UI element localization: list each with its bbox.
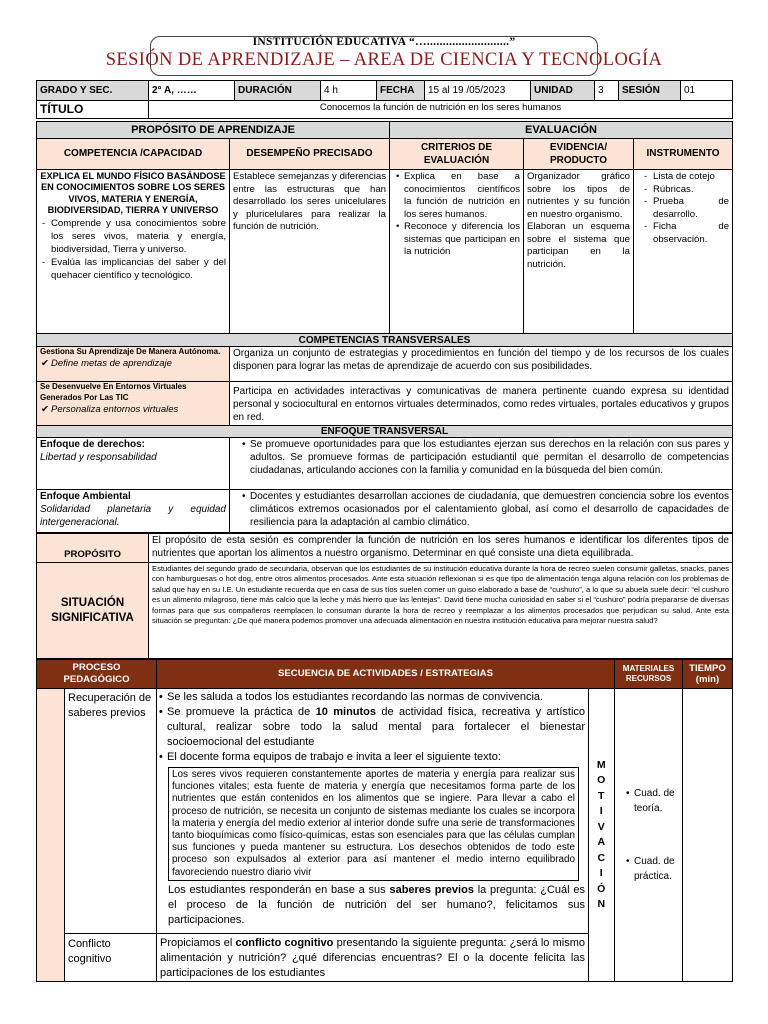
session-label: SESIÓN (619, 81, 681, 101)
purpose-text: El propósito de esta sesión es comprender la función de nutrición en los seres humanos e identificar los diferentes tipos de nutrientes que aportan los alimentos a nuestro organismo. Determinar en qué consiste una dieta equilibrada. (149, 534, 733, 563)
info-table (36, 80, 733, 119)
instrument-cell (634, 170, 733, 334)
saberes-question: Los estudiantes responderán en base a sus saberes previos la pregunta: ¿Cuál es el proceso de la función de nutrición del ser humano?, felicitamos sus participaciones. (168, 883, 585, 926)
approach-text: • Docentes y estudiantes desarrollan acciones de ciudadanía, que demuestren conciencia sobre los eventos climáticos extremos ocasionados por el calentamiento global, así como el desarrollo de capacidades de resiliencia para la adaptación al cambio climático. (250, 490, 729, 530)
page-header (0, 0, 768, 80)
session-value: 01 (681, 81, 733, 101)
criteria-item: • Reconoce y diferencia los sistemas que participan en la nutrición (404, 221, 520, 259)
transversal-header: COMPETENCIAS TRANSVERSALES (37, 334, 733, 347)
session-topic: Conocemos la función de nutrición en los seres humanos (149, 101, 733, 119)
approach-title: Enfoque Ambiental (40, 490, 131, 502)
col-criteria: CRITERIOS DE EVALUACIÓN (390, 139, 524, 170)
purpose-table (36, 121, 733, 334)
evidence-cell (524, 170, 634, 334)
motivation-letter: N (597, 898, 606, 910)
col-time: TIEMPO (min) (683, 660, 733, 689)
situation-table (36, 533, 733, 659)
motivation-letter: V (597, 820, 606, 833)
transversal-table (36, 333, 733, 533)
activities-cell-1 (157, 689, 589, 934)
approach-label-2 (37, 489, 230, 532)
transversal-title: Se Desenvuelve En Entornos Virtuales Generados Por Las TIC (40, 382, 187, 402)
situation-label: SITUACIÓN SIGNIFICATIVA (37, 563, 149, 659)
motivation-letter: I (599, 805, 604, 817)
reading-text: Los seres vivos requieren constantemente aportes de materia y energía para realizar sus funciones vitales; esta fuente de materia y energía que necesitamos forma parte de los nutrientes que están contenidos en los alimentos que se ingiere. Para llevar a cabo el proceso de nutrición, se necesita un conjunto de sistemas mediante los cuales se incorpora la materia y energía del medio exterior al interior donde sufre una serie de transformaciones tanto bioquímicas como físico-químicas, estas son esenciales para que las células cumplan sus funciones y pueda mantener su estructura. Los desechos obtenidos de todo este proceso son expulsados al exterior para así mantener el medio interno equilibrado favoreciendo nuestro diario vivir (168, 767, 579, 881)
activity-item: • El docente forma equipos de trabajo e invita a leer el siguiente texto: (167, 750, 585, 765)
situation-text: Estudiantes del segundo grado de secundaria, observan que los estudiantes de su institución educativa durante la hora de recreo suelen consumir galletas, snacks, panes con hamburguesas o hot dog, entre otros alimentos procesados. Ante esta situación reflexionan si es que tipo de alimentación tenga alguna relación con los problemas de salud que hay en su I.E. Un estudiante recuerda que en casa de sus tíos suelen comer un guiso elaborado a base de “cushuro”, a lo que su abuela suele decir: “el cushuro es un alimento milagroso, tiene más calcio que la leche y más hierro que las lentejas”. David tiene mucha curiosidad en saber si el “cushuro” podría prepararse de diversas formas para que sus compañeros reemplacen lo consuman durante la hora de recreo y reemplazar a los alimentos procesados que perjudican su salud. Ante esta situación se preguntan: ¿De qué manera podemos promover una adecuada alimentación en nuestra institución educativa para mejorar nuestra salud? (149, 563, 733, 659)
title-label: TÍTULO (37, 101, 149, 119)
criteria-item: • Explica en base a conocimientos científicos la función de nutrición en los seres humanos. (404, 171, 520, 221)
motivation-letter: T (598, 789, 605, 802)
criteria-cell (390, 170, 524, 334)
grade-label: GRADO Y SEC. (37, 81, 149, 101)
approach-header: ENFOQUE TRANSVERSAL (37, 425, 733, 437)
conflict-text: Propiciamos el conflicto cognitivo presentando la siguiente pregunta: ¿será lo mismo alimentación y nutrición? ¿qué diferencias encuentras? El o la docente felicita las participaciones de los estudiantes (157, 934, 589, 982)
grade-value: 2° A, …… (149, 81, 235, 101)
transversal-text-2: Participa en actividades interactivas y comunicativas de manera pertinente cuando expresa su identidad personal y sociocultural en entornos virtuales determinados, como redes virtuales, portales educativos y grupos en red. (230, 382, 733, 426)
motivation-letter: O (597, 774, 606, 786)
material-item: • Cuad. de teoría. (634, 786, 680, 816)
motivation-label (589, 689, 615, 982)
moment-cell (37, 689, 65, 982)
approach-text-1 (230, 437, 733, 489)
col-performance: DESEMPEÑO PRECISADO (230, 139, 390, 170)
instrument-item: - Rúbricas. (653, 184, 729, 197)
evidence-item: Elaboran un esquema sobre el sistema que participan en la nutrición. (527, 221, 630, 270)
session-title: SESIÓN DE APRENDIZAJE – AREA DE CIENCIA Y TECNOLOGÍA (105, 50, 663, 70)
approach-title: Enfoque de derechos: (40, 438, 146, 450)
material-item: • Cuad. de práctica. (634, 854, 680, 884)
unit-value: 3 (595, 81, 619, 101)
approach-subtitle: Libertad y responsabilidad (40, 451, 157, 463)
col-instrument: INSTRUMENTO (634, 139, 733, 170)
approach-label-1 (37, 437, 230, 489)
col-evidence: EVIDENCIA/ PRODUCTO (524, 139, 634, 170)
time-cell (683, 689, 733, 982)
approach-subtitle: Solidaridad planetaria y equidad intergeneracional. (40, 503, 226, 529)
col-competency: COMPETENCIA /CAPACIDAD (37, 139, 230, 170)
col-activities: SECUENCIA DE ACTIVIDADES / ESTRATEGIAS (157, 660, 615, 689)
duration-value: 4 h (321, 81, 377, 101)
activity-item: • Se les saluda a todos los estudiantes recordando las normas de convivencia. (167, 690, 585, 705)
purpose-header: PROPÓSITO DE APRENDIZAJE (37, 122, 390, 139)
transversal-competency-1 (37, 347, 230, 382)
sequence-table (36, 659, 733, 982)
evaluation-header: EVALUACIÓN (390, 122, 733, 139)
materials-cell (615, 689, 683, 982)
motivation-letter: I (599, 867, 604, 879)
evidence-item: Organizador gráfico sobre los tipos de nutrientes y su función en nuestro organismo. (527, 171, 630, 220)
competency-title: EXPLICA EL MUNDO FÍSICO BASÁNDOSE EN CONOCIMIENTOS SOBRE LOS SERES VIVOS, MATERIA Y ENERGÍA, BIODIVERSIDAD, TIERRA Y UNIVERSO (40, 171, 226, 216)
transversal-capacity: ✔ Personaliza entornos virtuales (51, 404, 226, 416)
capacity-item: - Comprende y usa conocimientos sobre los seres vivos, materia y energía, biodiversidad, Tierra y universo. (51, 217, 226, 256)
instrument-item: - Prueba de desarrollo. (653, 196, 729, 221)
col-materials: MATERIALES RECURSOS (615, 660, 683, 689)
transversal-text-1: Organiza un conjunto de estrategias y procedimientos en función del tiempo y de los recursos de los cuales disponen para lograr las metas de aprendizaje de acuerdo con sus posibilidades. (230, 347, 733, 382)
instrument-item: - Lista de cotejo (653, 171, 729, 184)
transversal-title: Gestiona Su Aprendizaje De Manera Autónoma. (40, 347, 221, 356)
date-label: FECHA (377, 81, 425, 101)
motivation-letter: Ó (597, 882, 606, 895)
performance-text: Establece semejanzas y diferencias entre las estructuras que han desarrollado los seres unicelulares y pluricelulares para realizar la función de nutrición. (230, 170, 390, 334)
capacity-item: - Evalúa las implicancias del saber y del quehacer científico y tecnológico. (51, 256, 226, 282)
approach-text: • Se promueve oportunidades para que los estudiantes ejerzan sus derechos en la relación con sus pares y adultos. Se promueve formas de participación estudiantil que permitan el desarrollo de competencias ciudadanas, articulando acciones con la familia y comunidad en la búsqueda del bien común. (250, 438, 729, 478)
institution-name: INSTITUCIÓN EDUCATIVA “…..........................” (252, 36, 516, 48)
motivation-letter: C (597, 851, 606, 864)
instrument-item: - Ficha de observación. (653, 221, 729, 246)
purpose-label: PROPÓSITO (37, 534, 149, 563)
activity-item: • Se promueve la práctica de 10 minutos de actividad física, recreativa y artístico cultural, realizar sobre todo la salud mental para fortalecer el bienestar socioemocional del estudiante (167, 705, 585, 750)
duration-label: DURACIÓN (235, 81, 321, 101)
unit-label: UNIDAD (531, 81, 595, 101)
motivation-letter: A (597, 836, 606, 848)
motivation-letter: M (596, 758, 607, 771)
transversal-competency-2 (37, 382, 230, 426)
date-value: 15 al 19 /05/2023 (425, 81, 531, 101)
col-process: PROCESO PEDAGÓGICO (37, 660, 157, 689)
motivation-vertical-text (589, 689, 614, 981)
transversal-capacity: ✔ Define metas de aprendizaje (51, 358, 226, 370)
competency-cell (37, 170, 230, 334)
step-cognitive-conflict: Conflicto cognitivo (65, 934, 157, 982)
step-previous-knowledge: Recuperación de saberes previos (65, 689, 157, 934)
approach-text-2 (230, 489, 733, 532)
